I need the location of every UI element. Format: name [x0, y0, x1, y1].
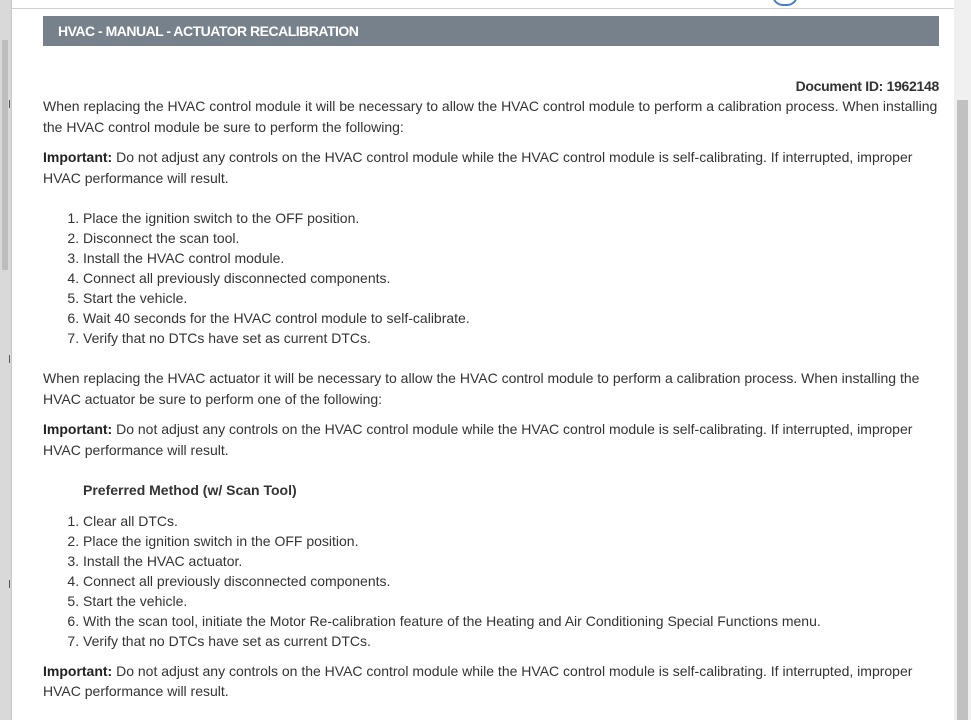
- preferred-method-heading: Preferred Method (w/ Scan Tool): [83, 482, 297, 498]
- list-item: 6. With the scan tool, initiate the Motor Re-calibration feature of the Heating and Air Conditioning Special Functions menu.: [83, 611, 939, 631]
- section2-important-note-2: [43, 661, 939, 702]
- toolbar-edge: [12, 0, 955, 9]
- scrollbar-thumb[interactable]: [957, 100, 968, 720]
- list-item: 5. Start the vehicle.: [83, 591, 939, 611]
- vertical-scrollbar[interactable]: [954, 0, 971, 720]
- section1-intro: When replacing the HVAC control module it will be necessary to allow the HVAC control module to perform a calibration process. When installing the HVAC control module be sure to perform the following:: [43, 98, 938, 135]
- toolbar-control-icon[interactable]: [772, 0, 798, 6]
- gutter-marker: [9, 580, 10, 588]
- list-item: 1. Clear all DTCs.: [83, 511, 939, 531]
- list-item: 7. Verify that no DTCs have set as current DTCs.: [83, 328, 939, 348]
- left-panel-edge: [0, 0, 11, 720]
- document-body: [43, 96, 939, 702]
- page-title: HVAC - MANUAL - ACTUATOR RECALIBRATION: [43, 16, 939, 46]
- section2-important-note: [43, 419, 939, 460]
- section1-important-note: [43, 147, 939, 188]
- important-text: Do not adjust any controls on the HVAC control module while the HVAC control module is self-calibrating. If interrupted, improper HVAC performance will result.: [43, 149, 913, 186]
- important-text: Do not adjust any controls on the HVAC control module while the HVAC control module is self-calibrating. If interrupted, improper HVAC performance will result.: [43, 421, 913, 458]
- left-scroll-thumb[interactable]: [2, 40, 8, 270]
- list-item: 2. Disconnect the scan tool.: [83, 228, 939, 248]
- section1-steps: [43, 208, 939, 348]
- section2-steps: [43, 511, 939, 651]
- list-item: 3. Install the HVAC actuator.: [83, 551, 939, 571]
- list-item: 4. Connect all previously disconnected components.: [83, 268, 939, 288]
- important-text: Do not adjust any controls on the HVAC control module while the HVAC control module is self-calibrating. If interrupted, improper HVAC performance will result.: [43, 662, 913, 699]
- list-item: 6. Wait 40 seconds for the HVAC control module to self-calibrate.: [83, 308, 939, 328]
- section2-intro: When replacing the HVAC actuator it will be necessary to allow the HVAC control module to perform a calibration process. When installing the HVAC actuator be sure to perform one of the following:: [43, 370, 920, 407]
- important-label: Important:: [43, 662, 113, 679]
- list-item: 1. Place the ignition switch to the OFF position.: [83, 208, 939, 228]
- document-viewer: [11, 0, 955, 720]
- gutter-marker: [9, 100, 10, 108]
- list-item: 3. Install the HVAC control module.: [83, 248, 939, 268]
- important-label: Important:: [43, 421, 113, 437]
- list-item: 5. Start the vehicle.: [83, 288, 939, 308]
- gutter-marker: [9, 355, 10, 363]
- list-item: 7. Verify that no DTCs have set as current DTCs.: [83, 631, 939, 651]
- list-item: 2. Place the ignition switch in the OFF position.: [83, 531, 939, 551]
- document-id: Document ID: 1962148: [795, 78, 939, 94]
- important-label: Important:: [43, 149, 113, 165]
- list-item: 4. Connect all previously disconnected components.: [83, 571, 939, 591]
